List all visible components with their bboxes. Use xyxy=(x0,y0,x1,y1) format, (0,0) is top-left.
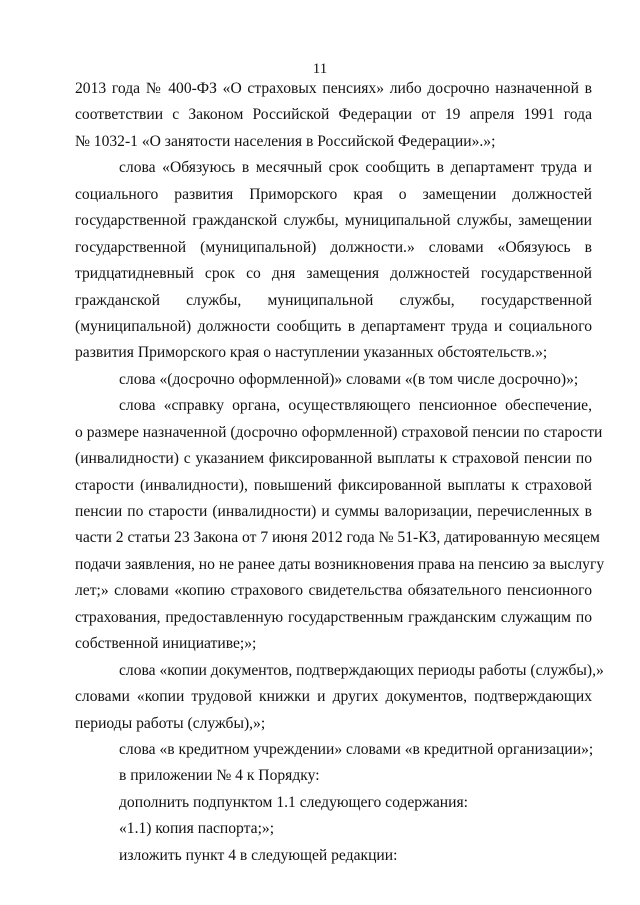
text-line: 2013 года № 400-ФЗ «О страховых пенсиях» либо досрочно назначенной в xyxy=(75,80,592,97)
page-number: 11 xyxy=(312,61,328,77)
text-line: изложить пункт 4 в следующей редакции: xyxy=(119,846,398,864)
text-line: слова «справку органа, осуществляющего пенсионное обеспечение, xyxy=(119,397,592,415)
text-line: «1.1) копия паспорта;»; xyxy=(119,820,275,838)
text-line: слова «копии документов, подтверждающих периоды работы (службы),» xyxy=(119,661,604,679)
text-line: собственной инициативе;»; xyxy=(75,635,257,653)
text-line: периоды работы (службы),»; xyxy=(75,714,266,732)
text-line: подачи заявления, но не ранее даты возникновения права на пенсию за выслугу xyxy=(75,555,605,573)
text-line: части 2 статьи 23 Закона от 7 июня 2012 года № 51-КЗ, датированную месяцем xyxy=(75,529,600,547)
text-line: (инвалидности) с указанием фиксированной выплаты к страховой пенсии по xyxy=(75,450,592,468)
text-line: государственной гражданской службы, муниципальной службы, замещении xyxy=(75,212,592,230)
text-line: страхования, предоставленную государственным гражданским служащим по xyxy=(75,608,592,626)
text-line: государственной (муниципальной) должности.» словами «Обязуюсь в xyxy=(75,238,592,256)
text-line: слова «(досрочно оформленной)» словами «(в том числе досрочно)»; xyxy=(119,370,579,388)
text-line: слова «Обязуюсь в месячный срок сообщить в департамент труда и xyxy=(119,159,592,177)
text-line: соответствии с Законом Российской Федерации от 19 апреля 1991 года xyxy=(75,106,592,124)
text-line: словами «копии трудовой книжки и других документов, подтверждающих xyxy=(75,688,592,706)
text-line: пенсии по старости (инвалидности) и суммы валоризации, перечисленных в xyxy=(75,503,592,520)
text-line: (муниципальной) должности сообщить в департамент труда и социального xyxy=(75,317,592,335)
text-line: социального развития Приморского края о замещении должностей xyxy=(75,185,592,203)
text-line: гражданской службы, муниципальной службы, государственной xyxy=(75,291,592,309)
text-line: в приложении № 4 к Порядку: xyxy=(119,767,320,785)
text-line: слова «в кредитном учреждении» словами «в кредитной организации»; xyxy=(119,740,594,758)
document-body xyxy=(75,76,605,869)
text-line: о размере назначенной (досрочно оформленной) страховой пенсии по старости xyxy=(75,423,603,441)
text-line: дополнить подпунктом 1.1 следующего содержания: xyxy=(119,793,468,811)
text-line: развития Приморского края о наступлении указанных обстоятельств.»; xyxy=(75,344,548,362)
text-line: лет;» словами «копию страхового свидетельства обязательного пенсионного xyxy=(75,582,592,600)
text-line: тридцатидневный срок со дня замещения должностей государственной xyxy=(75,265,592,283)
text-line: № 1032-1 «О занятости населения в Российской Федерации».»; xyxy=(75,132,496,150)
text-line: старости (инвалидности), повышений фиксированной выплаты к страховой xyxy=(75,476,592,494)
